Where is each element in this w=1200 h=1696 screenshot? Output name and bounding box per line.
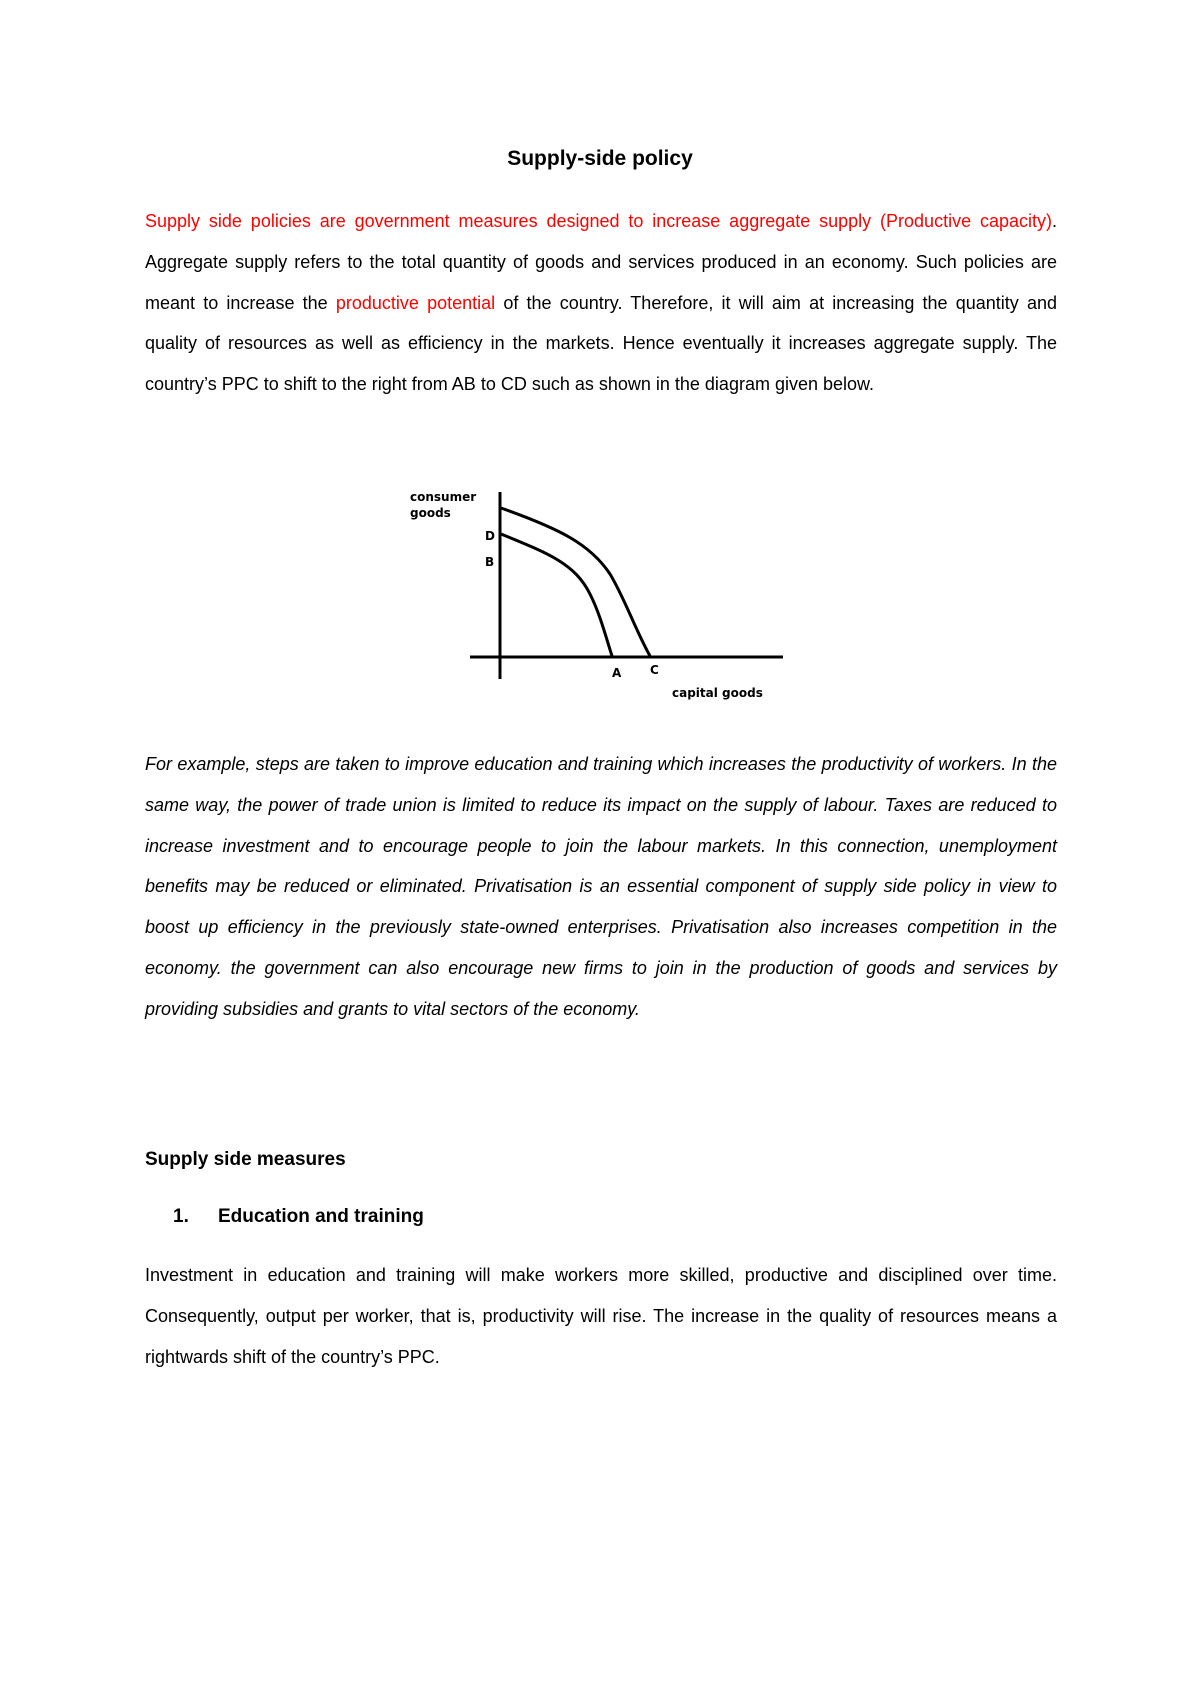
point-label-a: A: [612, 666, 622, 680]
list-item-heading: [173, 1206, 424, 1228]
point-label-c: C: [650, 663, 659, 677]
y-axis-label-line2: goods: [410, 506, 451, 520]
intro-text-2: of the country. Therefore, it will aim at increasing the quantity and quality of resources as well as efficiency in the markets. Hence eventually it increases aggregate supply. The country’s PPC to shift to the right from AB to CD such as shown in the diagram given below.: [145, 292, 1058, 395]
page-title: Supply-side policy: [507, 147, 693, 170]
intro-paragraph: [145, 201, 1057, 405]
list-item-number: 1.: [173, 1206, 189, 1227]
list-item-title: Education and training: [218, 1206, 424, 1227]
point-label-b: B: [485, 555, 495, 569]
y-axis-label-line1: consumer: [410, 490, 477, 504]
ppc-diagram: [400, 484, 800, 704]
point-label-d: D: [485, 529, 495, 543]
section-heading: Supply side measures: [145, 1149, 346, 1170]
ppc-curve-ab: [501, 534, 612, 656]
example-paragraph: For example, steps are taken to improve education and training which increases the productivity of workers. In the same way, the power of trade union is limited to reduce its impact on the supply of labour. Taxes are reduced to increase investment and to encourage people to join the labour markets. In this connection, unemployment benefits may be reduced or eliminated. Privatisation is an essential component of supply side policy in view to boost up efficiency in the previously state-owned enterprises. Privatisation also increases competition in the economy. the government can also encourage new firms to join in the production of goods and services by providing subsidies and grants to vital sectors of the economy.: [145, 754, 1057, 1019]
ppc-curve-cd: [501, 508, 650, 656]
definition-highlight: Supply side policies are government measures designed to increase aggregate supply (Productive capacity): [145, 211, 1052, 231]
intro-text-1: . Aggregate supply refers to the total quantity of goods and services produced in an economy. Such policies are meant to increase the: [145, 211, 1057, 313]
productive-potential-highlight: productive potential: [335, 292, 496, 313]
list-item-body: Investment in education and training will make workers more skilled, productive and disciplined over time. Consequently, output per worker, that is, productivity will rise. The increase in the quality of resources means a rightwards shift of the country’s PPC.: [145, 1265, 1057, 1367]
x-axis-label: capital goods: [672, 686, 763, 700]
